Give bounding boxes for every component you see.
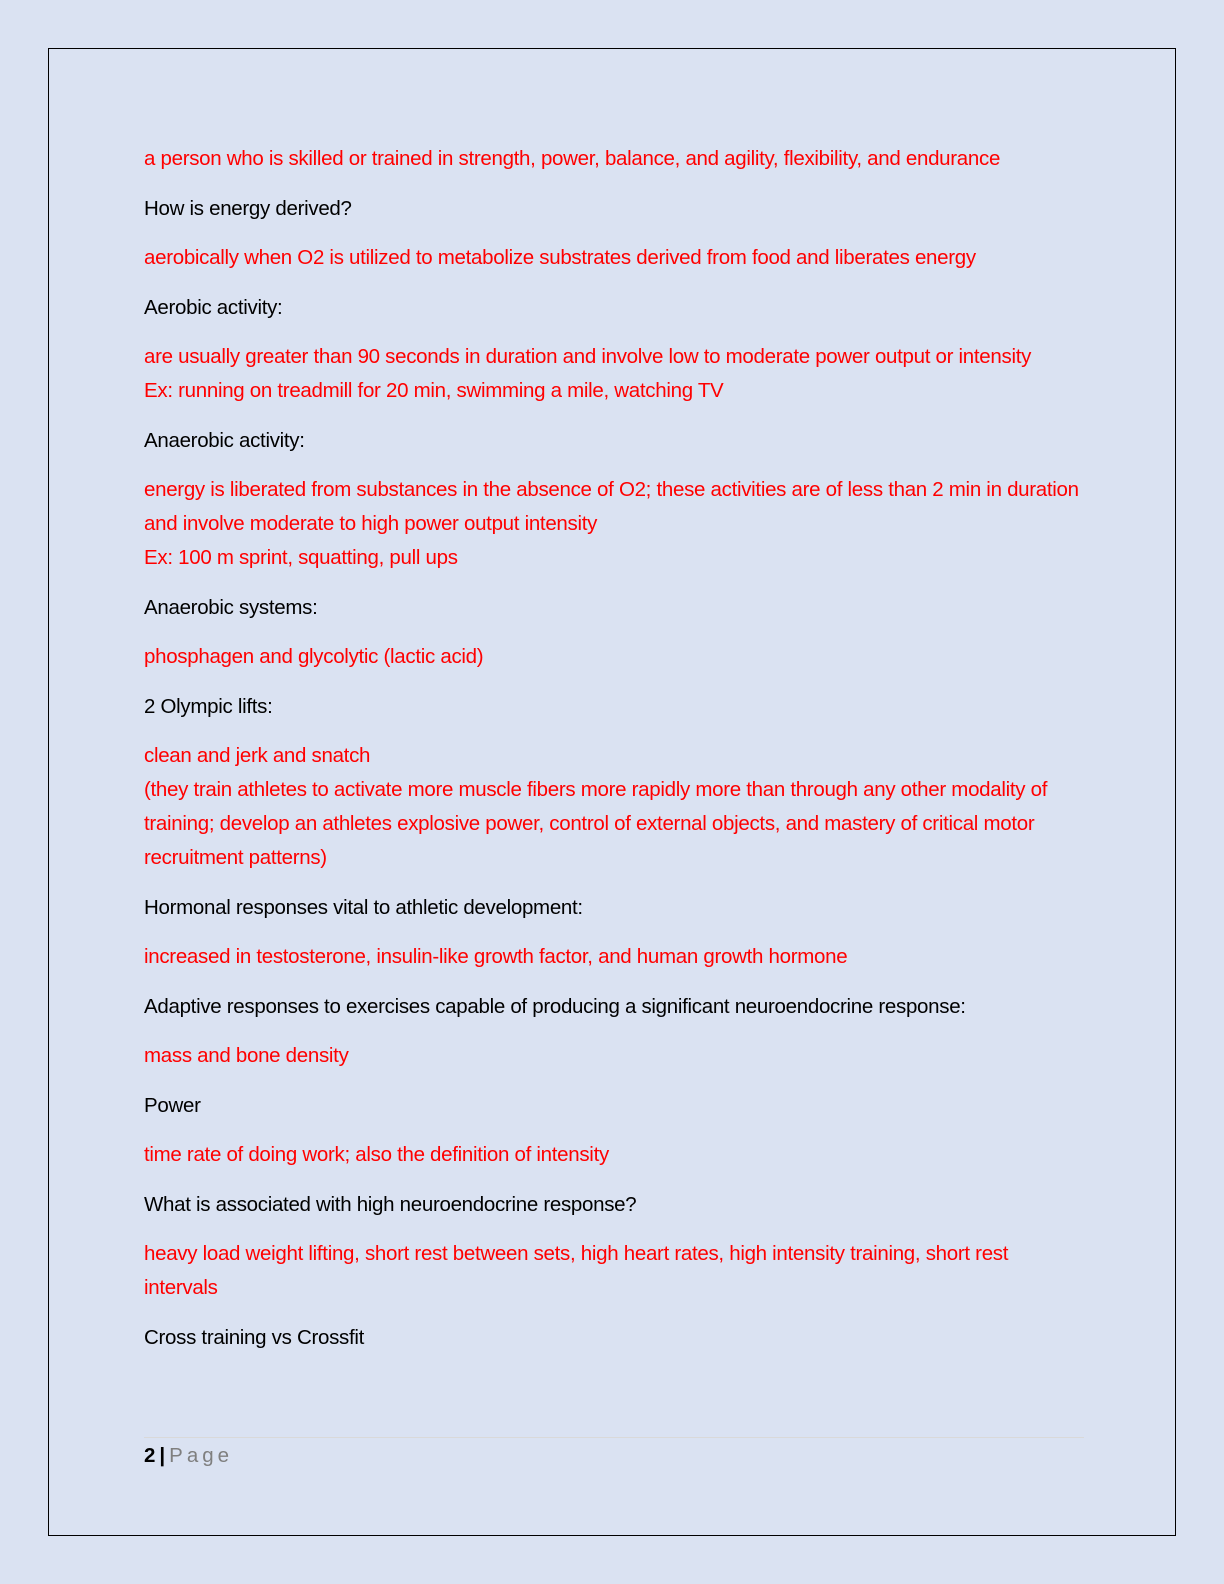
answer-line: Ex: 100 m sprint, squatting, pull ups — [144, 546, 458, 569]
question-line: How is energy derived? — [144, 196, 352, 220]
question-line: What is associated with high neuroendocrine response? — [144, 1192, 637, 1216]
document-body — [144, 142, 1084, 1370]
question-text — [144, 591, 1084, 625]
question-line: Cross training vs Crossfit — [144, 1325, 365, 1349]
question-text — [144, 424, 1084, 458]
page-footer — [144, 1437, 1084, 1470]
question-line: Adaptive responses to exercises capable of producing a significant neuroendocrine response: — [144, 994, 966, 1018]
answer-line: energy is liberated from substances in the absence of O2; these activities are of less than 2 min in duration and involve moderate to high power output intensity — [144, 478, 1079, 535]
answer-text — [144, 1138, 1084, 1172]
answer-text — [144, 1237, 1084, 1305]
question-line: Hormonal responses vital to athletic development: — [144, 895, 583, 919]
answer-line: clean and jerk and snatch — [144, 744, 371, 767]
page-label: Page — [169, 1444, 234, 1467]
footer-divider — [144, 1437, 1084, 1438]
question-text — [144, 1188, 1084, 1222]
question-line: Aerobic activity: — [144, 295, 283, 319]
question-line: Anaerobic activity: — [144, 428, 305, 452]
answer-text — [144, 640, 1084, 674]
answer-line: Ex: running on treadmill for 20 min, swimming a mile, watching TV — [144, 379, 724, 402]
answer-text — [144, 340, 1084, 408]
answer-line: phosphagen and glycolytic (lactic acid) — [144, 645, 484, 668]
question-line: 2 Olympic lifts: — [144, 694, 273, 718]
answer-line: are usually greater than 90 seconds in duration and involve low to moderate power output or intensity — [144, 345, 1032, 368]
answer-text — [144, 473, 1084, 575]
question-text — [144, 192, 1084, 226]
answer-line: aerobically when O2 is utilized to metabolize substrates derived from food and liberates energy — [144, 246, 976, 269]
answer-text — [144, 241, 1084, 275]
answer-text — [144, 142, 1084, 176]
question-text — [144, 291, 1084, 325]
answer-text — [144, 1039, 1084, 1073]
question-line: Power — [144, 1093, 201, 1117]
answer-line: (they train athletes to activate more muscle fibers more rapidly more than through any other modality of training; develop an athletes explosive power, control of external objects, and mastery of critical motor recruitment patterns) — [144, 778, 1048, 869]
question-line: Anaerobic systems: — [144, 595, 318, 619]
question-text — [144, 1321, 1084, 1355]
question-text — [144, 1089, 1084, 1123]
footer-text — [144, 1442, 1084, 1470]
answer-line: a person who is skilled or trained in strength, power, balance, and agility, flexibility, and endurance — [144, 147, 1001, 170]
answer-line: heavy load weight lifting, short rest between sets, high heart rates, high intensity training, short rest intervals — [144, 1242, 1009, 1299]
page-number: 2 — [144, 1444, 156, 1467]
question-text — [144, 891, 1084, 925]
answer-line: increased in testosterone, insulin-like growth factor, and human growth hormone — [144, 945, 848, 968]
footer-separator: | — [159, 1444, 166, 1467]
answer-line: time rate of doing work; also the definition of intensity — [144, 1143, 609, 1166]
answer-text — [144, 739, 1084, 875]
answer-line: mass and bone density — [144, 1044, 349, 1067]
question-text — [144, 990, 1084, 1024]
answer-text — [144, 940, 1084, 974]
question-text — [144, 690, 1084, 724]
